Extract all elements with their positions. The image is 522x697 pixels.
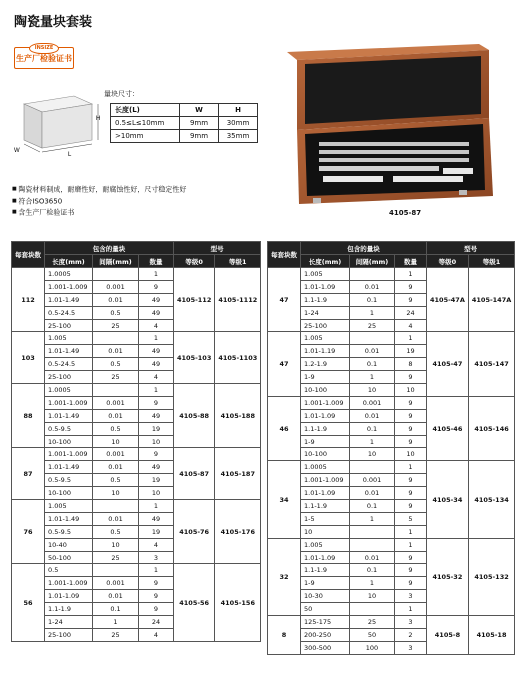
length-cell: 25-100 bbox=[45, 319, 93, 332]
length-cell: 10-100 bbox=[301, 448, 350, 461]
interval-cell: 10 bbox=[93, 487, 139, 500]
interval-cell: 0.01 bbox=[350, 280, 395, 293]
quantity-cell: 5 bbox=[395, 512, 427, 525]
quantity-cell: 9 bbox=[395, 577, 427, 590]
size-title: 量块尺寸： bbox=[104, 90, 139, 98]
gauge-block-case-photo bbox=[283, 42, 495, 206]
quantity-cell: 4 bbox=[139, 319, 174, 332]
table-row bbox=[268, 461, 515, 474]
interval-cell bbox=[93, 384, 139, 397]
interval-cell bbox=[350, 525, 395, 538]
table-row bbox=[12, 268, 261, 281]
length-cell: 1.2-1.9 bbox=[301, 358, 350, 371]
table-row bbox=[12, 332, 261, 345]
block-count-cell: 103 bbox=[12, 332, 45, 384]
quantity-cell: 4 bbox=[139, 538, 174, 551]
interval-cell bbox=[350, 461, 395, 474]
interval-cell: 0.001 bbox=[93, 448, 139, 461]
quantity-cell: 8 bbox=[395, 358, 427, 371]
quantity-cell: 4 bbox=[395, 319, 427, 332]
interval-cell bbox=[93, 564, 139, 577]
length-cell: 1.1-1.9 bbox=[45, 603, 93, 616]
length-cell: 10-100 bbox=[45, 435, 93, 448]
grade0-model-cell: 4105-56 bbox=[174, 564, 215, 641]
length-cell: 0.5-9.5 bbox=[45, 422, 93, 435]
length-cell: 10-100 bbox=[45, 487, 93, 500]
grade1-model-cell: 4105-188 bbox=[215, 384, 261, 448]
quantity-cell: 1 bbox=[395, 538, 427, 551]
interval-cell: 0.1 bbox=[350, 564, 395, 577]
header-model: 型号 bbox=[174, 242, 261, 255]
length-cell: 125-175 bbox=[301, 616, 350, 629]
interval-cell: 0.5 bbox=[93, 474, 139, 487]
interval-cell: 1 bbox=[350, 577, 395, 590]
quantity-cell: 9 bbox=[139, 280, 174, 293]
length-cell: 1.01-1.09 bbox=[301, 487, 350, 500]
length-cell: 0.5-9.5 bbox=[45, 474, 93, 487]
interval-cell: 100 bbox=[350, 641, 395, 654]
grade0-model-cell: 4105-34 bbox=[427, 461, 469, 538]
quantity-cell: 49 bbox=[139, 358, 174, 371]
length-cell: 1.001-1.009 bbox=[301, 474, 350, 487]
length-cell: 10-40 bbox=[45, 538, 93, 551]
interval-cell: 0.001 bbox=[350, 474, 395, 487]
header-length: 长度(mm) bbox=[45, 255, 93, 268]
grade1-model-cell: 4105-1112 bbox=[215, 268, 261, 332]
block-count-cell: 112 bbox=[12, 268, 45, 332]
interval-cell: 25 bbox=[93, 371, 139, 384]
table-row bbox=[12, 564, 261, 577]
length-cell: 0.5-24.5 bbox=[45, 358, 93, 371]
length-cell: 1.01-1.49 bbox=[45, 345, 93, 358]
grade0-model-cell: 4105-46 bbox=[427, 396, 469, 460]
header-length: 长度(mm) bbox=[301, 255, 350, 268]
interval-cell bbox=[350, 332, 395, 345]
quantity-cell: 19 bbox=[139, 474, 174, 487]
length-cell: 1.1-1.9 bbox=[301, 500, 350, 513]
size-cell: 35mm bbox=[219, 130, 258, 143]
certificate-badge bbox=[14, 47, 74, 69]
interval-cell: 0.01 bbox=[350, 409, 395, 422]
length-label: L bbox=[68, 152, 72, 158]
interval-cell: 25 bbox=[350, 319, 395, 332]
certificate-badge-text: 生产厂检验证书 bbox=[16, 54, 72, 63]
quantity-cell: 49 bbox=[139, 512, 174, 525]
length-cell: 1.0005 bbox=[45, 384, 93, 397]
length-cell: 1-24 bbox=[45, 616, 93, 629]
spec-table-left bbox=[11, 241, 261, 642]
table-body bbox=[268, 268, 515, 655]
gauge-block-diagram bbox=[12, 90, 104, 160]
length-cell: 1.01-1.49 bbox=[45, 512, 93, 525]
interval-cell: 1 bbox=[93, 616, 139, 629]
grade1-model-cell: 4105-187 bbox=[215, 448, 261, 500]
header-count: 每套块数 bbox=[268, 242, 301, 268]
interval-cell: 10 bbox=[350, 448, 395, 461]
quantity-cell: 9 bbox=[139, 577, 174, 590]
size-table-header bbox=[111, 104, 258, 117]
length-cell: 1.001-1.009 bbox=[301, 396, 350, 409]
quantity-cell: 4 bbox=[139, 371, 174, 384]
quantity-cell: 10 bbox=[139, 487, 174, 500]
header-grade0: 等级0 bbox=[427, 255, 469, 268]
quantity-cell: 49 bbox=[139, 306, 174, 319]
quantity-cell: 1 bbox=[139, 268, 174, 281]
grade0-model-cell: 4105-88 bbox=[174, 384, 215, 448]
quantity-cell: 1 bbox=[139, 500, 174, 513]
length-cell: 10-30 bbox=[301, 590, 350, 603]
quantity-cell: 9 bbox=[395, 487, 427, 500]
grade1-model-cell: 4105-18 bbox=[468, 616, 514, 655]
block-count-cell: 47 bbox=[268, 268, 301, 332]
table-row bbox=[12, 448, 261, 461]
length-cell: 1.001-1.009 bbox=[45, 396, 93, 409]
header-interval: 间隔(mm) bbox=[93, 255, 139, 268]
interval-cell: 1 bbox=[350, 306, 395, 319]
quantity-cell: 9 bbox=[395, 371, 427, 384]
feature-item: ■ 符合ISO3650 bbox=[12, 196, 186, 208]
brand-logo: INSIZE bbox=[29, 43, 59, 54]
quantity-cell: 24 bbox=[395, 306, 427, 319]
table-body bbox=[12, 268, 261, 642]
length-cell: 1.01-1.49 bbox=[45, 461, 93, 474]
grade0-model-cell: 4105-47A bbox=[427, 268, 469, 332]
quantity-cell: 19 bbox=[139, 525, 174, 538]
table-row bbox=[268, 538, 515, 551]
header-grade1: 等级1 bbox=[215, 255, 261, 268]
length-cell: 1.005 bbox=[301, 538, 350, 551]
size-cell: 9mm bbox=[180, 117, 219, 130]
grade0-model-cell: 4105-112 bbox=[174, 268, 215, 332]
quantity-cell: 3 bbox=[139, 551, 174, 564]
grade1-model-cell: 4105-147A bbox=[468, 268, 514, 332]
header-contains: 包含的量块 bbox=[301, 242, 427, 255]
header-qty: 数量 bbox=[139, 255, 174, 268]
interval-cell: 10 bbox=[350, 590, 395, 603]
header-interval: 间隔(mm) bbox=[350, 255, 395, 268]
interval-cell: 1 bbox=[350, 371, 395, 384]
length-cell: 1.0005 bbox=[301, 461, 350, 474]
length-cell: 1.01-1.19 bbox=[301, 345, 350, 358]
grade0-model-cell: 4105-87 bbox=[174, 448, 215, 500]
length-cell: 1.01-1.49 bbox=[45, 293, 93, 306]
quantity-cell: 9 bbox=[139, 603, 174, 616]
header-count: 每套块数 bbox=[12, 242, 45, 268]
length-cell: 0.5 bbox=[45, 564, 93, 577]
table-row bbox=[12, 384, 261, 397]
interval-cell: 0.1 bbox=[93, 603, 139, 616]
interval-cell: 0.01 bbox=[93, 293, 139, 306]
case-model-code: 4105-87 bbox=[389, 209, 422, 217]
quantity-cell: 1 bbox=[395, 268, 427, 281]
interval-cell: 0.01 bbox=[350, 487, 395, 500]
grade1-model-cell: 4105-146 bbox=[468, 396, 514, 460]
quantity-cell: 1 bbox=[395, 525, 427, 538]
length-cell: 1.0005 bbox=[45, 268, 93, 281]
table-row bbox=[268, 332, 515, 345]
quantity-cell: 9 bbox=[395, 409, 427, 422]
length-cell: 1.1-1.9 bbox=[301, 422, 350, 435]
interval-cell bbox=[350, 538, 395, 551]
spec-table-right bbox=[267, 241, 515, 655]
length-cell: 1.001-1.009 bbox=[45, 577, 93, 590]
length-cell: 1.005 bbox=[301, 268, 350, 281]
length-cell: 1.01-1.09 bbox=[45, 590, 93, 603]
quantity-cell: 9 bbox=[395, 564, 427, 577]
grade1-model-cell: 4105-132 bbox=[468, 538, 514, 615]
quantity-cell: 1 bbox=[139, 332, 174, 345]
interval-cell: 0.01 bbox=[93, 409, 139, 422]
length-cell: 1.1-1.9 bbox=[301, 293, 350, 306]
size-cell: >10mm bbox=[111, 130, 180, 143]
length-cell: 1-9 bbox=[301, 577, 350, 590]
width-label: W bbox=[14, 148, 20, 154]
interval-cell: 0.5 bbox=[93, 525, 139, 538]
quantity-cell: 9 bbox=[139, 590, 174, 603]
quantity-cell: 9 bbox=[139, 396, 174, 409]
length-cell: 10 bbox=[301, 525, 350, 538]
interval-cell: 1 bbox=[350, 435, 395, 448]
quantity-cell: 9 bbox=[395, 422, 427, 435]
interval-cell: 0.5 bbox=[93, 358, 139, 371]
interval-cell: 0.1 bbox=[350, 422, 395, 435]
header-model: 型号 bbox=[427, 242, 515, 255]
interval-cell: 10 bbox=[93, 435, 139, 448]
interval-cell: 25 bbox=[350, 616, 395, 629]
quantity-cell: 49 bbox=[139, 409, 174, 422]
header-grade0: 等级0 bbox=[174, 255, 215, 268]
interval-cell bbox=[93, 500, 139, 513]
interval-cell: 25 bbox=[93, 319, 139, 332]
interval-cell: 0.01 bbox=[350, 345, 395, 358]
length-cell: 1.001-1.009 bbox=[45, 280, 93, 293]
grade0-model-cell: 4105-103 bbox=[174, 332, 215, 384]
interval-cell: 25 bbox=[93, 628, 139, 641]
length-cell: 25-100 bbox=[301, 319, 350, 332]
length-cell: 200-250 bbox=[301, 628, 350, 641]
size-cell: 30mm bbox=[219, 117, 258, 130]
size-table bbox=[110, 103, 258, 143]
quantity-cell: 2 bbox=[395, 628, 427, 641]
length-cell: 0.5-9.5 bbox=[45, 525, 93, 538]
interval-cell bbox=[350, 603, 395, 616]
quantity-cell: 1 bbox=[139, 564, 174, 577]
length-cell: 50 bbox=[301, 603, 350, 616]
grade1-model-cell: 4105-176 bbox=[215, 500, 261, 564]
header-contains: 包含的量块 bbox=[45, 242, 174, 255]
quantity-cell: 9 bbox=[395, 551, 427, 564]
length-cell: 1-9 bbox=[301, 435, 350, 448]
feature-item: ■ 含生产厂检验证书 bbox=[12, 207, 186, 219]
interval-cell: 0.001 bbox=[93, 280, 139, 293]
interval-cell: 50 bbox=[350, 628, 395, 641]
length-cell: 1.005 bbox=[45, 500, 93, 513]
table-row bbox=[12, 500, 261, 513]
grade0-model-cell: 4105-32 bbox=[427, 538, 469, 615]
block-count-cell: 46 bbox=[268, 396, 301, 460]
quantity-cell: 3 bbox=[395, 590, 427, 603]
quantity-cell: 9 bbox=[395, 474, 427, 487]
length-cell: 25-100 bbox=[45, 628, 93, 641]
quantity-cell: 49 bbox=[139, 345, 174, 358]
quantity-cell: 10 bbox=[395, 384, 427, 397]
grade0-model-cell: 4105-76 bbox=[174, 500, 215, 564]
grade0-model-cell: 4105-8 bbox=[427, 616, 469, 655]
length-cell: 1.005 bbox=[45, 332, 93, 345]
block-count-cell: 32 bbox=[268, 538, 301, 615]
header-qty: 数量 bbox=[395, 255, 427, 268]
block-count-cell: 34 bbox=[268, 461, 301, 538]
block-count-cell: 56 bbox=[12, 564, 45, 641]
quantity-cell: 1 bbox=[395, 603, 427, 616]
interval-cell: 0.1 bbox=[350, 500, 395, 513]
block-count-cell: 76 bbox=[12, 500, 45, 564]
length-cell: 1-9 bbox=[301, 371, 350, 384]
interval-cell: 10 bbox=[93, 538, 139, 551]
interval-cell bbox=[93, 332, 139, 345]
quantity-cell: 9 bbox=[395, 293, 427, 306]
grade1-model-cell: 4105-147 bbox=[468, 332, 514, 396]
quantity-cell: 19 bbox=[139, 422, 174, 435]
length-cell: 25-100 bbox=[45, 371, 93, 384]
interval-cell: 0.01 bbox=[350, 551, 395, 564]
length-cell: 1.001-1.009 bbox=[45, 448, 93, 461]
block-count-cell: 47 bbox=[268, 332, 301, 396]
interval-cell: 0.001 bbox=[350, 396, 395, 409]
interval-cell: 0.1 bbox=[350, 358, 395, 371]
interval-cell: 0.01 bbox=[93, 512, 139, 525]
interval-cell bbox=[93, 268, 139, 281]
quantity-cell: 10 bbox=[139, 435, 174, 448]
interval-cell: 0.01 bbox=[93, 590, 139, 603]
quantity-cell: 9 bbox=[395, 396, 427, 409]
grade1-model-cell: 4105-134 bbox=[468, 461, 514, 538]
quantity-cell: 1 bbox=[395, 332, 427, 345]
table-row bbox=[268, 396, 515, 409]
header-grade1: 等级1 bbox=[468, 255, 514, 268]
interval-cell: 0.001 bbox=[93, 396, 139, 409]
grade0-model-cell: 4105-47 bbox=[427, 332, 469, 396]
quantity-cell: 3 bbox=[395, 641, 427, 654]
size-header-h: H bbox=[219, 104, 258, 117]
feature-list bbox=[12, 184, 186, 219]
interval-cell: 0.01 bbox=[93, 345, 139, 358]
quantity-cell: 1 bbox=[139, 384, 174, 397]
block-count-cell: 87 bbox=[12, 448, 45, 500]
interval-cell: 0.5 bbox=[93, 306, 139, 319]
interval-cell: 0.5 bbox=[93, 422, 139, 435]
quantity-cell: 9 bbox=[395, 500, 427, 513]
table-row bbox=[268, 616, 515, 629]
grade1-model-cell: 4105-1103 bbox=[215, 332, 261, 384]
quantity-cell: 3 bbox=[395, 616, 427, 629]
size-header-w: W bbox=[180, 104, 219, 117]
size-cell: 9mm bbox=[180, 130, 219, 143]
interval-cell bbox=[350, 268, 395, 281]
size-row bbox=[111, 117, 258, 130]
quantity-cell: 4 bbox=[139, 628, 174, 641]
length-cell: 1.1-1.9 bbox=[301, 564, 350, 577]
interval-cell: 0.1 bbox=[350, 293, 395, 306]
quantity-cell: 19 bbox=[395, 345, 427, 358]
quantity-cell: 9 bbox=[395, 280, 427, 293]
length-cell: 1-24 bbox=[301, 306, 350, 319]
length-cell: 1.005 bbox=[301, 332, 350, 345]
quantity-cell: 24 bbox=[139, 616, 174, 629]
grade1-model-cell: 4105-156 bbox=[215, 564, 261, 641]
length-cell: 1.01-1.09 bbox=[301, 280, 350, 293]
interval-cell: 0.001 bbox=[93, 577, 139, 590]
quantity-cell: 1 bbox=[395, 461, 427, 474]
length-cell: 10-100 bbox=[301, 384, 350, 397]
length-cell: 1.01-1.49 bbox=[45, 409, 93, 422]
length-cell: 1-5 bbox=[301, 512, 350, 525]
length-cell: 50-100 bbox=[45, 551, 93, 564]
height-label: H bbox=[96, 116, 101, 122]
interval-cell: 0.01 bbox=[93, 461, 139, 474]
length-cell: 1.01-1.09 bbox=[301, 551, 350, 564]
quantity-cell: 49 bbox=[139, 293, 174, 306]
block-count-cell: 8 bbox=[268, 616, 301, 655]
length-cell: 300-500 bbox=[301, 641, 350, 654]
quantity-cell: 49 bbox=[139, 461, 174, 474]
block-count-cell: 88 bbox=[12, 384, 45, 448]
quantity-cell: 9 bbox=[395, 435, 427, 448]
length-cell: 1.01-1.09 bbox=[301, 409, 350, 422]
interval-cell: 1 bbox=[350, 512, 395, 525]
table-row bbox=[268, 268, 515, 281]
quantity-cell: 9 bbox=[139, 448, 174, 461]
size-cell: 0.5≤L≤10mm bbox=[111, 117, 180, 130]
length-cell: 0.5-24.5 bbox=[45, 306, 93, 319]
quantity-cell: 10 bbox=[395, 448, 427, 461]
size-row bbox=[111, 130, 258, 143]
feature-item: ■ 陶瓷材料制成，耐磨性好，耐腐蚀性好，尺寸稳定性好 bbox=[12, 184, 186, 196]
interval-cell: 25 bbox=[93, 551, 139, 564]
size-header-length: 长度(L) bbox=[111, 104, 180, 117]
interval-cell: 10 bbox=[350, 384, 395, 397]
page-title: 陶瓷量块套装 bbox=[14, 15, 93, 30]
